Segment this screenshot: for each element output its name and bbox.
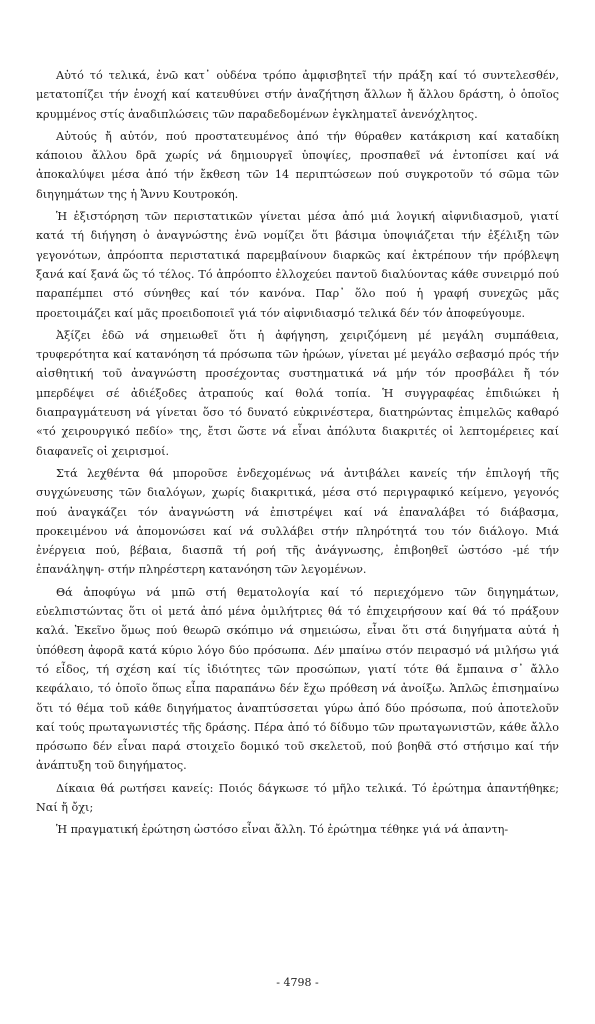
paragraph-7: Δίκαια θά ρωτήσει κανείς: Ποιός δάγκωσε τό μῆλο τελικά. Τό ἐρώτημα ἀπαντήθηκε; Ναί ἤ ὄχι; <box>36 781 559 814</box>
paragraph-3: Ἡ ἐξιστόρηση τῶν περιστατικῶν γίνεται μέσα ἀπό μιά λογική αἰφνιδιασμοῦ, γιατί κατά τή διήγηση ὁ ἀναγνώστης ἐνῶ νομίζει ὅτι βάσιμα ὑποψιάζεται τήν ἐξέλιξη τῶν γεγονότων, ἀπρόοπτα περιστατικά παρεμβαίνουν διαρκῶς καί ἐκτρέπουν τήν πρόβλεψη ξανά καί ξανά ὥς τό τέλος. Τό ἀπρόοπτο ἐλλοχεύει παντοῦ διαλύοντας κάθε συνειρμό πού παραπέμπει στό σύνηθες καί τόν κανόνα. Παρ᾽ ὅλο πού ἡ γραφή συνεχῶς μᾶς προετοιμάζει καί μᾶς προειδοποιεῖ γιά τόν αἰφνιδιασμό τελικά δέν τόν ἀποφεύγουμε. <box>36 210 559 320</box>
paragraph-2: Αὐτούς ἤ αὐτόν, πού προστατευμένος ἀπό τήν θύραθεν κατάκριση καί καταδίκη κάποιου ἄλλου δρᾶ χωρίς νά δημιουργεῖ ὑποψίες, προσπαθεῖ νά ἐντοπίσει καί νά ἀποκαλύψει μέσα ἀπό τήν ἔκθεση τῶν 14 περιπτώσεων πού συγκροτοῦν τό σῶμα τῶν διηγημάτων της ἡ Ἄννυ Κουτροκόη. <box>36 129 559 201</box>
paragraph-6: Θά ἀποφύγω νά μπῶ στή θεματολογία καί τό περιεχόμενο τῶν διηγημάτων, εὐελπιστώντας ὅτι οἱ μετά ἀπό μένα ὁμιλήτριες θά τό ἐπιχειρήσουν καί θά τό πράξουν καλά. Ἐκεῖνο ὅμως πού θεωρῶ σκόπιμο νά σημειώσω, εἶναι ὅτι στά διηγήματα αὐτά ἡ ὑπόθεση ἀφορᾶ κατά κύριο λόγο δύο πρόσωπα. Δέν μπαίνω στόν πειρασμό νά μιλήσω γιά τό εἶδος, τή σχέση καί τίς ἰδιότητες τῶν προσώπων, γιατί τότε θά ἔμπαινα σ᾽ ἄλλο κεφάλαιο, τό ὁποῖο ὅπως εἶπα παραπάνω δέν ἔχω πρόθεση νά ἀνοίξω. Ἁπλῶς ἐπισημαίνω ὅτι τό θέμα τοῦ κάθε διηγήματος ἀναπτύσσεται γύρω ἀπό δύο πρόσωπα, πού ἀποτελοῦν καί τούς πρωταγωνιστές τῆς δράσης. Πέρα ἀπό τό δίδυμο τῶν πρωταγωνιστῶν, κάθε ἄλλο πρόσωπο δέν εἶναι παρά στοιχεῖο δομικό τοῦ σκελετοῦ, πού βοηθᾶ στό στήσιμο καί τήν ἀνάπτυξη τοῦ διηγήματος. <box>36 585 559 773</box>
paragraph-8: Ἡ πραγματική ἐρώτηση ὡστόσο εἶναι ἄλλη. Τό ἐρώτημα τέθηκε γιά νά ἀπαντη- <box>56 823 509 837</box>
body-text <box>36 66 559 843</box>
paragraph-5: Στά λεχθέντα θά μποροῦσε ἐνδεχομένως νά ἀντιβάλει κανείς τήν ἐπιλογή τῆς συγχώνευσης τῶν διαλόγων, χωρίς διακριτικά, μέσα στό περιγραφικό κείμενο, γεγονός πού ἀναγκάζει τόν ἀναγνώστη νά ἐπιστρέψει καί νά ἐπαναλάβει τό διάβασμα, προκειμένου νά ἀπομονώσει καί νά συλλάβει στήν πληρότητά του τόν διάλογο. Μιά ἐνέργεια πού, βέβαια, διασπᾶ τή ροή τῆς ἀνάγνωσης, ἐπιβοηθεῖ ὡστόσο -μέ τήν ἐπανάληψη- στήν πληρέστερη κατανόηση τῶν λεγομένων. <box>36 466 559 577</box>
paragraph-4: Ἀξίζει ἐδῶ νά σημειωθεῖ ὅτι ἡ ἀφήγηση, χειριζόμενη μέ μεγάλη συμπάθεια, τρυφερότητα καί κατανόηση τά πρόσωπα τῶν ἡρώων, γίνεται μέ μεγάλο σεβασμό πρός τήν αἰσθητική τοῦ ἀναγνώστη προσέχοντας συστηματικά νά μήν τόν προσβάλει ἤ τόν μπερδέψει σέ ἀδιέξοδες ἀτραπούς καί θολά τοπία. Ἡ συγγραφέας ἐπιδιώκει ἡ διαπραγμάτευση νά γίνεται ὅσο τό δυνατό εὐκρινέστερα, διατηρώντας ἐπιμελῶς καθαρό «τό χειρουργικό πεδίο» της, ἔτσι ὥστε νά εἶναι ἀπόλυτα διακριτές οἱ λεπτομέρειες καί διαφανεῖς οἱ χειρισμοί. <box>36 328 559 458</box>
paragraph-1: Αὐτό τό τελικά, ἐνῶ κατ᾽ οὐδένα τρόπο ἀμφισβητεῖ τήν πράξη καί τό συντελεσθέν, μετατοπίζει τήν ἐνοχή καί κατευθύνει στήν ἀναζήτηση ἄλλων ἤ ἄλλου δράστη, ὁ ὁποῖος κρυμμένος στίς ἀναδιπλώσεις τῶν παραδεδομένων ἐγκληματεῖ ἀνενόχλητος. <box>36 69 559 121</box>
page-number: - 4798 - <box>276 976 319 989</box>
